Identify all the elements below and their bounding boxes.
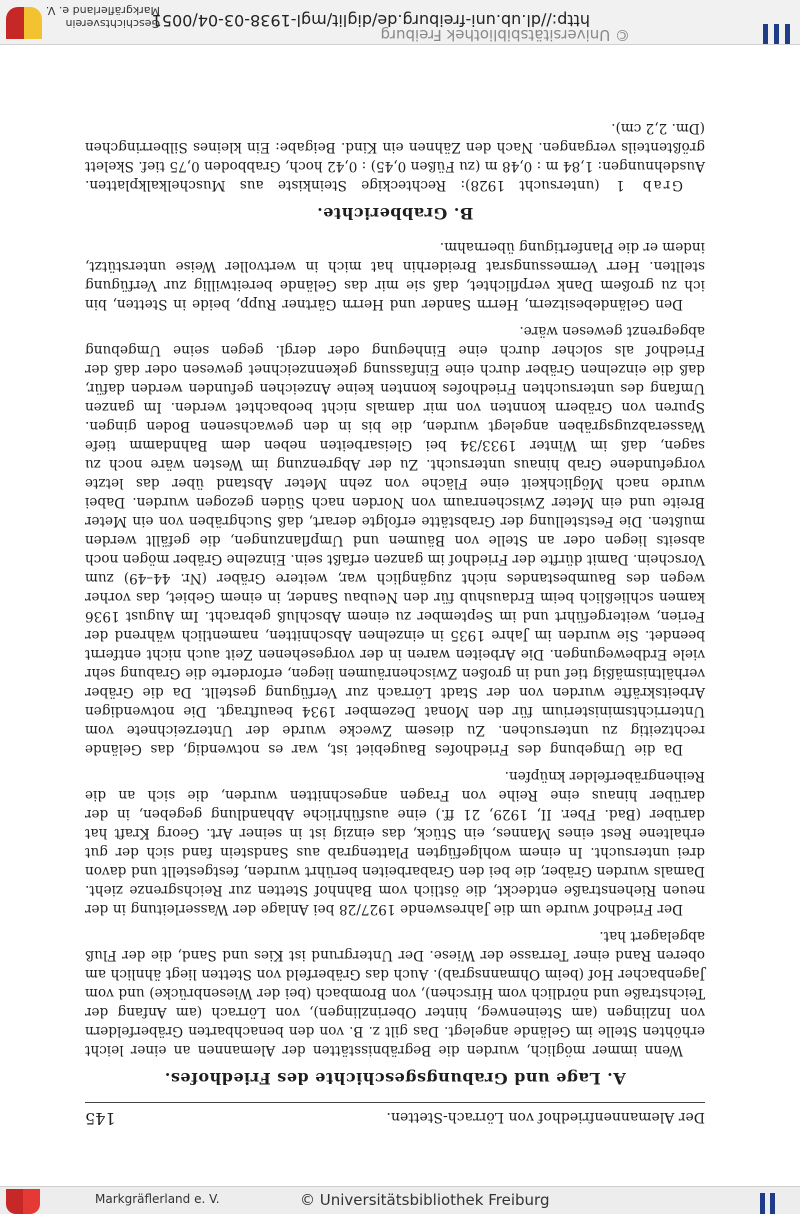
- section-b-title: B. Grabberichte.: [316, 204, 474, 223]
- next-page-strip: [0, 1186, 800, 1214]
- running-title: Der Alemannenfriedhof von Lörrach-Stetten.: [386, 1109, 705, 1125]
- grave-text: (untersucht 1928): Rechteckige Steinkiste aus Muschelkalkplatten. Ausdehnungen: 1,84 m : 0,48 m (zu Füßen 0,45) : 0,42 hoch, Grabboden 0,75 tief. Skelett größtenteils vergangen. Nach den Zähnen ein Kind. Beigabe: Ein kleines Silberringchen (Dm. 2,2 cm).: [85, 120, 705, 193]
- copyright-text: © Universitätsbibliothek Freiburg: [380, 26, 630, 44]
- paragraph: Wenn immer möglich, wurden die Begräbnisstätten der Alemannen an einer leicht erhöhten Stelle im Gelände angelegt. Das gilt z. B. von den benachbarten Gräberfeldern von Inzlingen (am Steinenweg, hinter Oberinzlingen), von Lörrach (am Anfang der Teichstraße und nördlich vom Hirschen), von Brombach (bei der Wiesenbrücke) und vom Jagenbacher Hof (beim Ohmannsgrab). Auch das Gräberfeld von Stetten liegt ähnlich am oberen Rand einer Terrasse der Wiese. Der Untergrund ist Kies und Sand, die der Fluß abgelagert hat.: [85, 928, 705, 1058]
- section-a-title: A. Lage und Grabungsgeschichte des Friedhofes.: [164, 1069, 626, 1088]
- next-page-copyright: © Universitätsbibliothek Freiburg: [300, 1191, 550, 1209]
- page-number: 145: [85, 1109, 116, 1128]
- paragraph: Da die Umgebung des Friedhofes Baugebiet ist, war es notwendig, das Gelände rechtzeitig zu untersuchen. Zu diesem Zwecke wurde der Unterzeichnete vom Unterrichtsministerium für den Monat Dezember 1934 beauftragt. Die notwendigen Arbeitskräfte wurden von der Stadt Lörrach zur Verfügung gestellt. Da die Gräber verhältnismäßig tief und in großen Zwischenräumen liegen, erforderte die Grabung sehr viele Erdbewegungen. Die Arbeiten waren in der vorgesehenen Zeit auch nicht entfernt beendet. Sie wurden im Jahre 1935 in einzelnen Abschnitten, namentlich während der Ferien, weitergeführt und im September zu einem Abschluß gebracht. Im August 1936 kamen schließlich beim Erdaushub für den Neubau Sander, in einem Gebiet, das vorher wegen des Baumbestandes nicht zugänglich war, weitere Gräber (Nr. 44–49) zum Vorschein. Damit dürfte der Friedhof im ganzen erfaßt sein. Einzelne Gräber mögen noch abseits liegen oder an Stelle von Bäumen und Umpflanzungen, die gefällt werden mußten. Die Feststellung der Grabstätte erfolgte derart, daß Suchgräben von ein Meter Breite und ein Meter Zwischenraum von Norden nach Süden gezogen wurden. Dabei wurde nach Möglichkeit eine Fläche von zehn Meter Abstand über das letzte vorgefundene Grab hinaus untersucht. Zu der Abgrenzung im Westen wäre noch zu sagen, daß im Winter 1933/34 bei Gleisarbeiten neben dem Bahndamm tiefe Wasserabzugsgräben angelegt wurden, die bis in den gewachsenen Boden gingen. Spuren von Gräbern konnten von mir damals nicht beobachtet werden. Im ganzen Umfang des untersuchten Friedhofes konnten keine Anzeichen gefunden werden dafür, daß die einzelnen Gräber durch eine Einfassung gekennzeichnet gewesen oder daß der Friedhof als solcher durch eine Einhegung oder dergl. gegen seine Umgebung abgegrenzt gewesen wäre.: [85, 323, 705, 757]
- page-content: [85, 110, 705, 1128]
- page-footer: [0, 0, 800, 45]
- coat-of-arms-icon: [6, 7, 42, 39]
- running-head: [85, 1102, 705, 1128]
- permalink[interactable]: http://dl.ub.uni-freiburg.de/diglit/mgl-1938-03-04/0051: [151, 11, 590, 30]
- paragraph: Den Geländebesitzern, Herrn Sander und Herrn Gärtner Rupp, beide in Stetten, bin ich zu großem Dank verpflichtet, daß sie mir das Gelände bereitwillig zur Verfügung stellten. Herr Vermessungsrat Breiderhin hat mich in wertvoller Weise unterstützt, indem er die Planfertigung übernahm.: [85, 239, 705, 312]
- grave-label: Grab 1: [613, 177, 683, 193]
- university-logo-icon: [760, 24, 790, 44]
- next-page-society: Markgräflerland e. V.: [95, 1192, 220, 1206]
- coat-of-arms-icon: [6, 1189, 40, 1214]
- university-logo-icon: [760, 1193, 778, 1214]
- grave-report: [85, 118, 705, 194]
- society-name: Geschichtsverein Markgräflerland e. V.: [45, 4, 160, 30]
- paragraph: Der Friedhof wurde um die Jahreswende 1927/28 bei Anlage der Wasserleitung in der neuen Riehenstraße entdeckt, die östlich vom Bahnhof Stetten zur Reichsgrenze zieht. Damals wurden Gräber, die bei den Grabarbeiten berührt wurden, festgestellt und davon drei untersucht. In einem wohlgefügten Plattengrab aus Sandstein fand sich der gut erhaltene Rest eines Mannes, ein Stück, das einzig ist in seiner Art. Georg Kraft hat darüber (Bad. Fber. II, 1929, 21 ff.) eine ausführliche Abhandlung gegeben, in der darüber hinaus eine Reihe von Fragen angeschnitten wurden, die sich an die Reihengräberfelder knüpfen.: [85, 768, 705, 917]
